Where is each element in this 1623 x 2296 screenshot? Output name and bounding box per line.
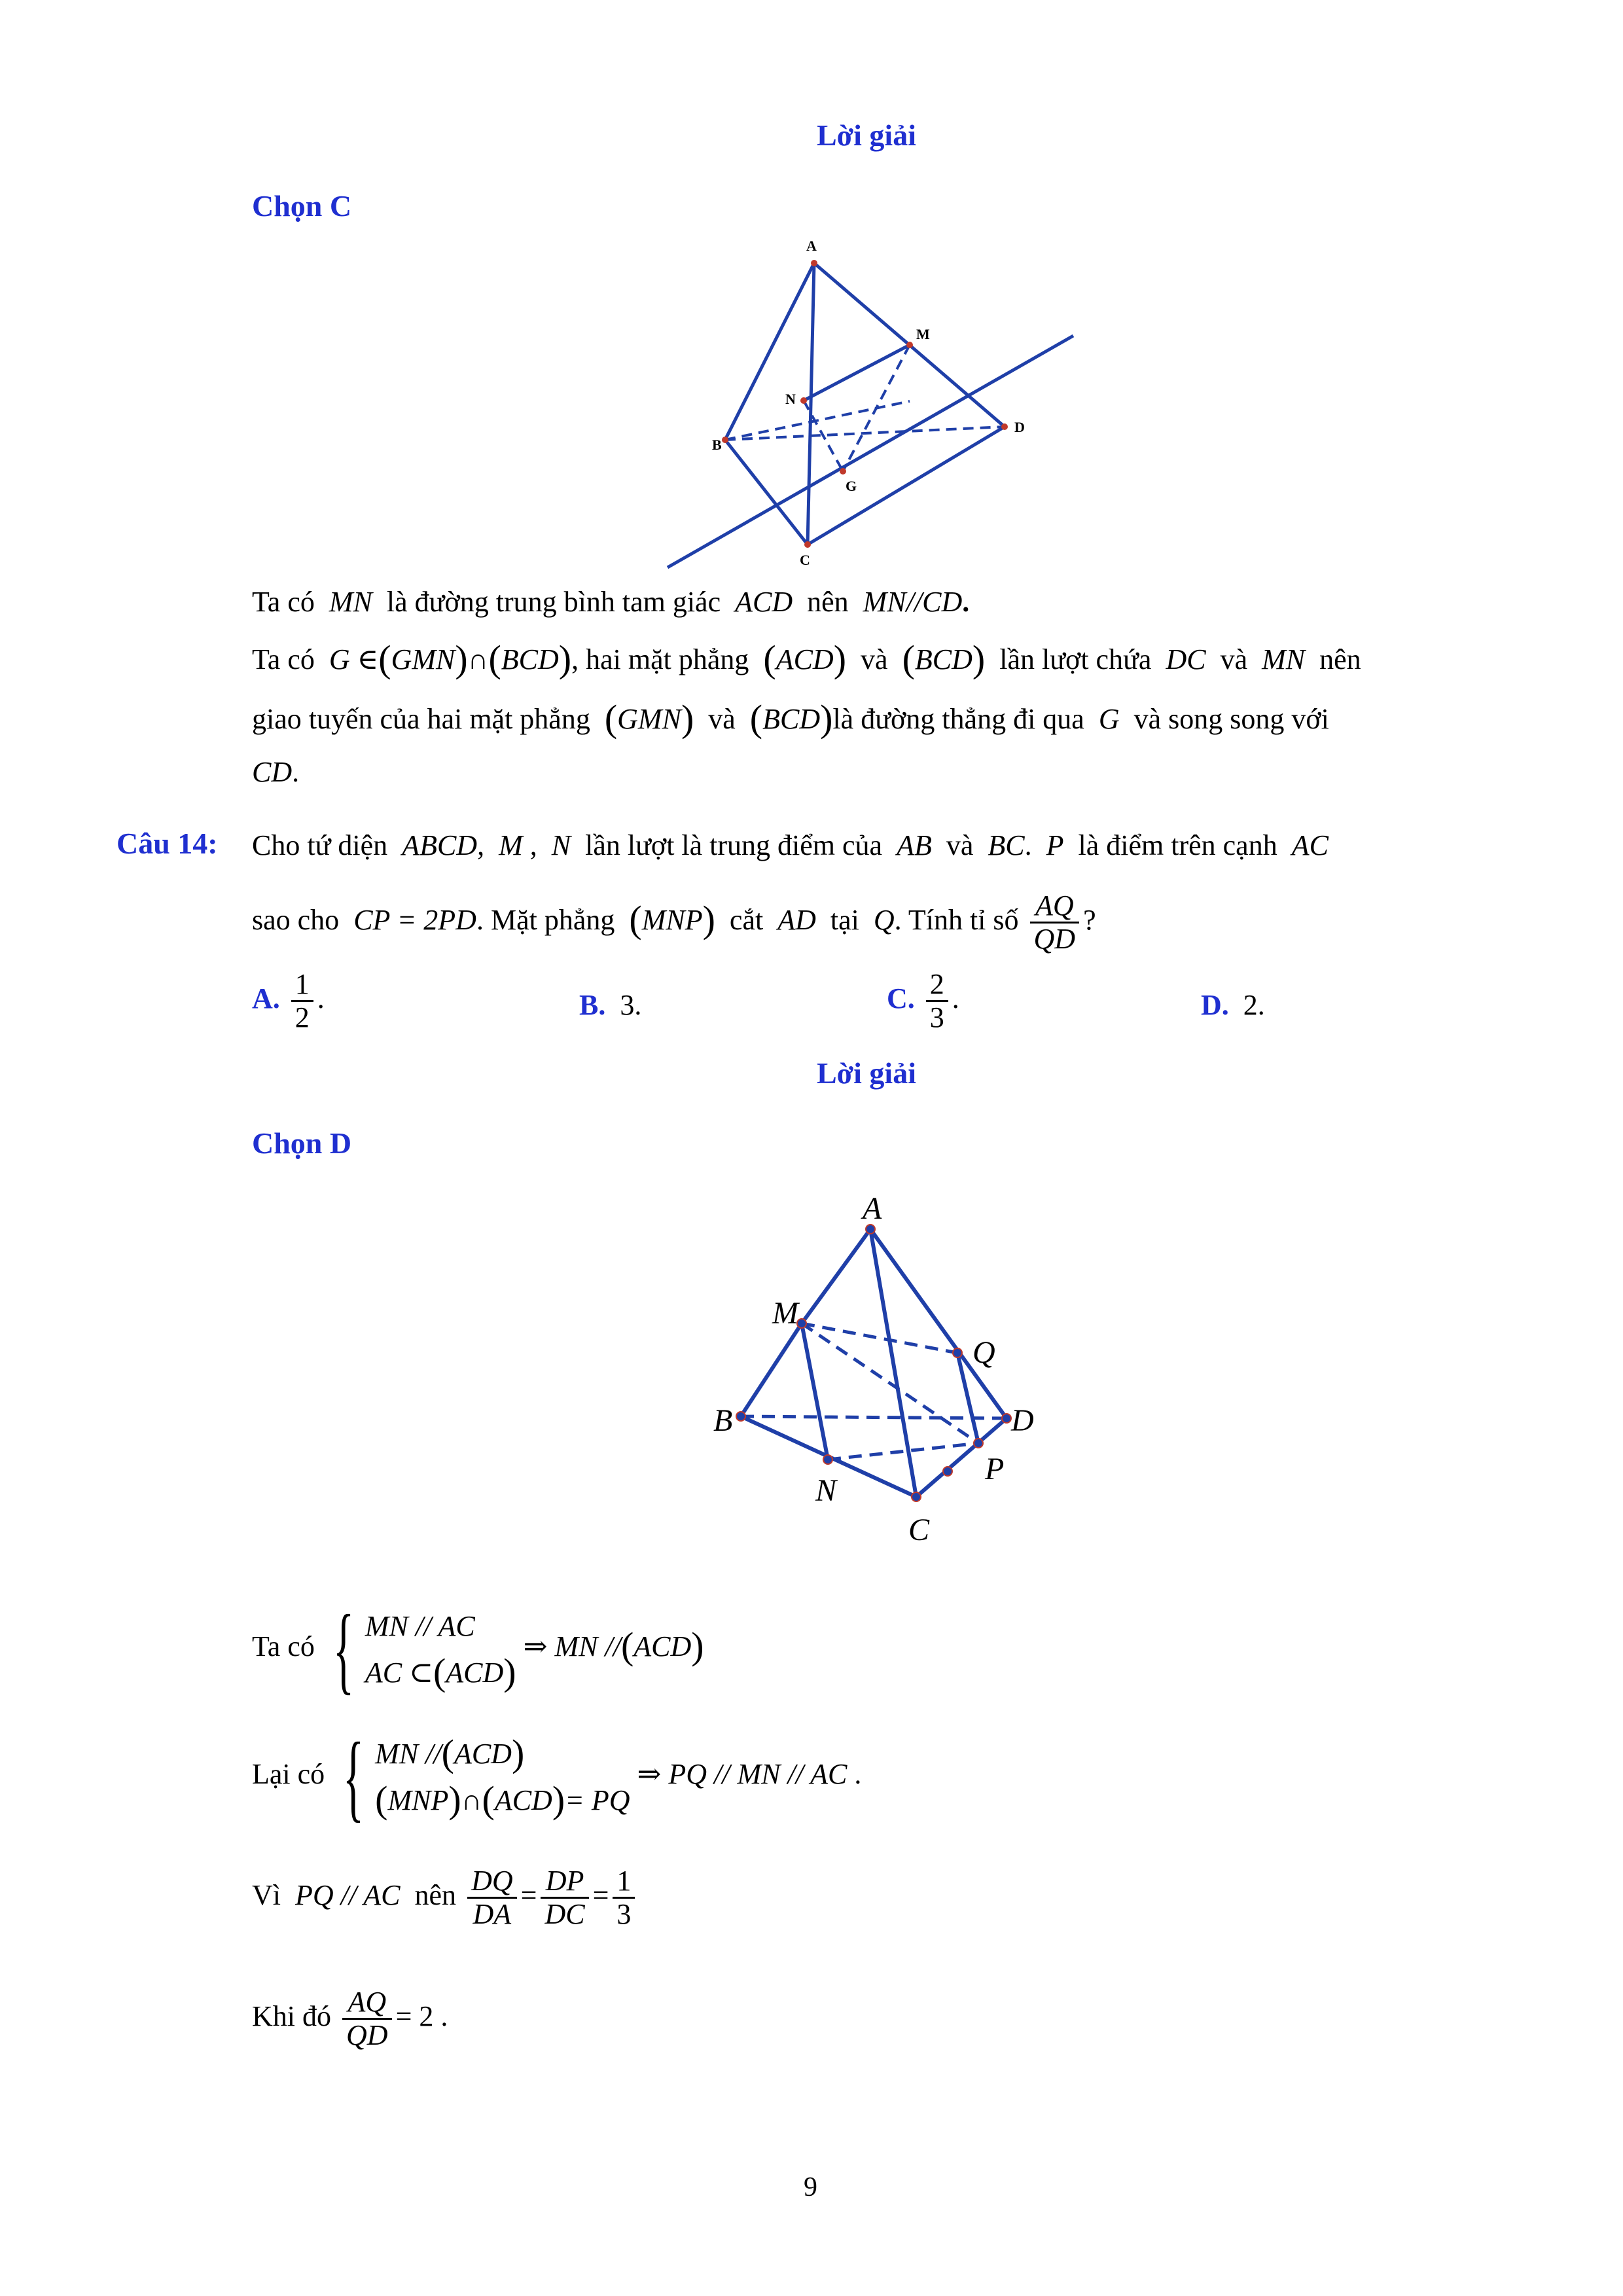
solution2-step4: Khi đó $\frac{AQ}{QD}$ = 2 . [252,1986,448,2052]
question14-line1: Cho tứ diện ABCD, M , N lần lượt là trung điểm của AB và BC. P là điểm trên cạnh AC [252,829,1329,861]
question-14-label: Câu 14: [116,827,218,860]
figure2-label-b: B [713,1403,733,1438]
figure1-label-m: M [916,326,930,342]
solution1-line4: CD. [252,756,300,788]
segment-bm-hidden [725,401,910,440]
solution1-line2: Ta có G ∈(GMN)∩(BCD), hai mặt phẳng (ACD) và (BCD) lần lượt chứa DC và MN nên [252,637,1361,680]
question14-line2: sao cho CP = 2PD. Mặt phẳng (MNP) cắt AD tại Q. Tính tỉ số $\frac{AQ}{QD}$ ? [252,889,1096,956]
figure2-label-a: A [863,1191,882,1226]
solution-heading-1: Lời giải [817,118,916,152]
figure1-label-n: N [785,391,796,407]
figure2-label-n: N [815,1473,837,1508]
solution2-step2: Lại có { MN //(ACD) (MNP)∩(ACD)= PQ ⇒ PQ // MN // AC . [252,1723,862,1831]
edge-ac [808,263,814,545]
edge-ad [870,1229,1007,1418]
solution-heading-2: Lời giải [817,1056,916,1090]
solution1-line3: giao tuyến của hai mặt phẳng (GMN) và (BCD)là đường thẳng đi qua G và song song với [252,697,1329,740]
tetrahedron-figure-1 [628,232,1099,573]
edge-cd [808,427,1005,545]
figure1-label-c: C [800,552,810,568]
figure1-label-b: B [712,437,722,453]
solution2-step3: Vì PQ // AC nên $\frac{DQ}{DA}$ = $\frac{DP}{DC}$ = $\frac{1}{3}$ [252,1865,639,1931]
figure2-label-c: C [908,1513,930,1547]
option-a[interactable]: A. $\frac{1}{2}$ . [252,968,325,1034]
edge-mb [741,1323,802,1416]
ratio-aq-qd: $\frac{AQ}{QD}$ [1030,890,1080,956]
option-d[interactable]: D. 2. [1201,989,1265,1021]
edge-bd-hidden [741,1416,1007,1418]
page-number: 9 [804,2172,817,2202]
figure1-label-a: A [806,238,817,254]
edge-ab [725,263,814,440]
figure2-label-q: Q [972,1335,995,1370]
choice-label-1: Chọn C [252,189,352,223]
solution1-line1: Ta có MN là đường trung bình tam giác ACD nên MN//CD. [252,586,970,618]
figure1-label-d: D [1014,419,1025,435]
figure2-label-m: M [772,1296,798,1331]
edge-am [802,1229,870,1323]
figure2-label-p: P [985,1452,1005,1486]
intersection-line [668,336,1073,567]
segment-np-hidden [828,1443,978,1460]
edge-ac [870,1229,916,1497]
option-b[interactable]: B. 3. [579,989,642,1021]
option-c[interactable]: C. $\frac{2}{3}$ . [887,968,959,1034]
choice-label-2: Chọn D [252,1126,352,1160]
figure2-label-d: D [1011,1403,1034,1438]
tetrahedron-figure-2 [687,1185,1093,1564]
segment-nm [804,345,910,401]
segment-mn [802,1323,828,1460]
solution2-step1: Ta có { MN // AC AC ⊂(ACD) ⇒ MN //(ACD) [252,1595,704,1704]
figure1-label-g: G [846,478,857,494]
